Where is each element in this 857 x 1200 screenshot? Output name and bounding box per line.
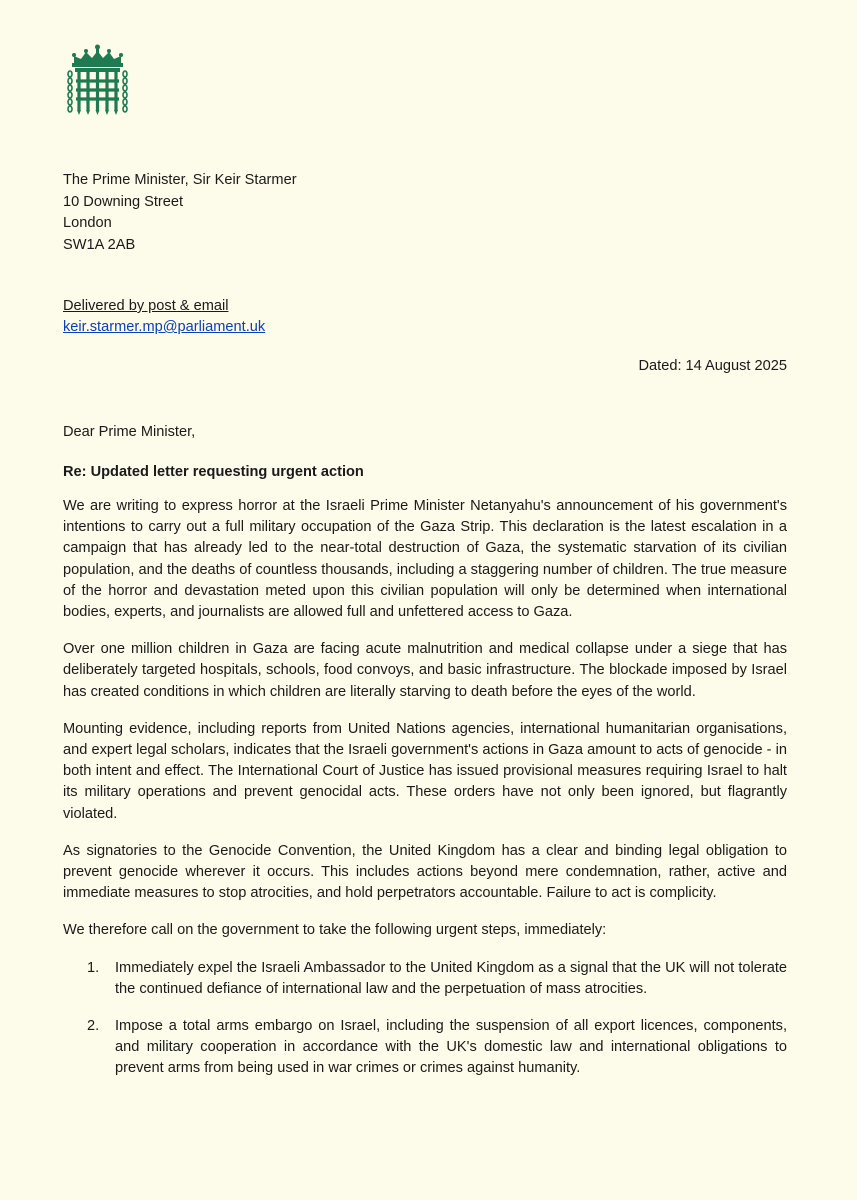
recipient-name: The Prime Minister, Sir Keir Starmer (63, 172, 297, 188)
recipient-postcode: SW1A 2AB (63, 236, 136, 253)
recipient-address (63, 170, 297, 256)
body-paragraph: As signatories to the Genocide Convention, the United Kingdom has a clear and binding legal obligation to prevent genocide wherever it occurs. This includes actions beyond mere condemnation, rather, active and immediate measures to stop atrocities, and hold perpetrators accountable. Failure to act is complicity. (63, 842, 787, 902)
delivery-method: Delivered by post & email (63, 298, 229, 314)
steps-list (63, 958, 787, 1080)
salutation: Dear Prime Minister, (63, 424, 196, 440)
letter-date: Dated: 14 August 2025 (638, 358, 787, 374)
step-number: 1. (87, 959, 100, 976)
body-paragraph: Over one million children in Gaza are facing acute malnutrition and medical collapse under a siege that has deliberately targeted hospitals, schools, food convoys, and basic infrastructure. The blockade imposed by Israel has created conditions in which children are literally starving to death before the eyes of the world. (63, 641, 787, 700)
recipient-street: 10 Downing Street (63, 193, 184, 210)
step-text: Impose a total arms embargo on Israel, including the suspension of all export licences, components, and military cooperation in accordance with the UK's domestic law and international obligations to prevent arms from being used in war crimes or crimes against humanity. (115, 1018, 787, 1077)
step-number: 2. (87, 1018, 100, 1035)
portcullis-crest-icon (66, 44, 129, 118)
body-paragraph: Mounting evidence, including reports from United Nations agencies, international humanitarian organisations, and expert legal scholars, indicates that the Israeli government's actions in Gaza amount to acts of genocide - in both intent and effect. The International Court of Justice has issued provisional measures requiring Israel to halt its military operations and prevent genocidal acts. These orders have not only been ignored, but flagrantly violated. (63, 720, 787, 822)
email-link[interactable]: keir.starmer.mp@parliament.uk (63, 319, 266, 335)
list-item (63, 1016, 787, 1080)
step-text: Immediately expel the Israeli Ambassador to the United Kingdom as a signal that the UK will not tolerate the continued defiance of international law and the perpetuation of mass atrocities. (115, 959, 787, 997)
body-paragraph: We are writing to express horror at the Israeli Prime Minister Netanyahu's announcement of his government's intentions to carry out a full military occupation of the Gaza Strip. This declaration is the latest escalation in a campaign that has already led to the near-total destruction of Gaza, the systematic starvation of its civilian population, and the deaths of countless thousands, including a staggering number of children. The true measure of the horror and devastation meted upon this civilian population will only be determined when international bodies, experts, and journalists are allowed full and unfettered access to Gaza. (63, 498, 787, 621)
list-item (63, 958, 787, 1000)
subject-line: Re: Updated letter requesting urgent action (63, 464, 364, 480)
letter-body (63, 496, 787, 1096)
recipient-city: London (63, 215, 112, 231)
steps-intro: We therefore call on the government to take the following urgent steps, immediately: (63, 922, 607, 939)
delivery-info (63, 296, 265, 338)
